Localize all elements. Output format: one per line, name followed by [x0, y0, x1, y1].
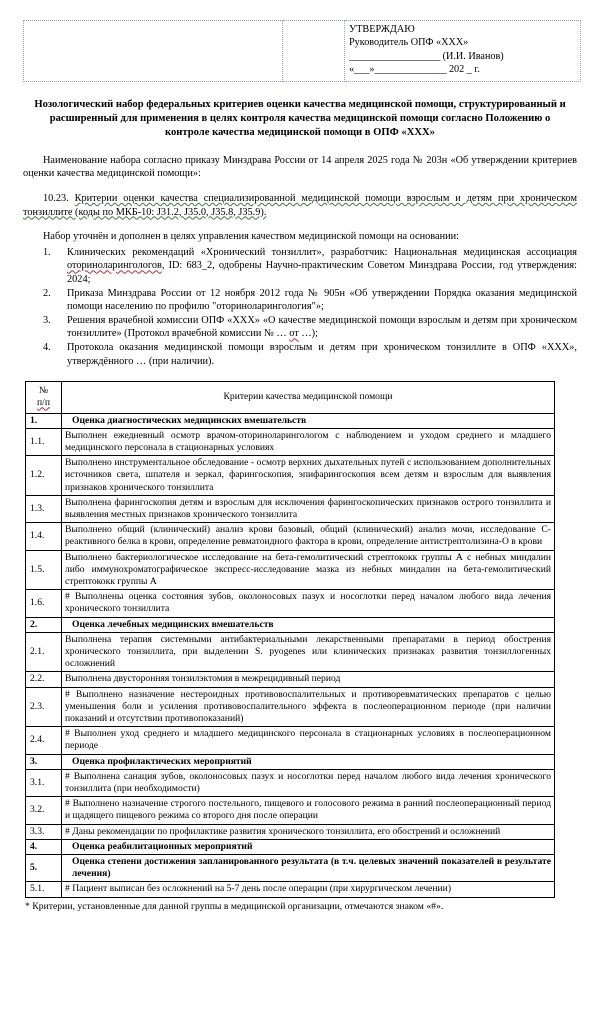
list-item: [23, 314, 577, 341]
column-header-number-line1: №: [38, 385, 49, 397]
table-section-row: [26, 413, 555, 428]
quality-criteria-table: [25, 381, 555, 898]
list-item-text: Приказа Минздрава России от 12 ноября 2012 года № 905н «Об утверждении Порядка оказания медицинской помощи населению по профилю "оториноларингология"»;: [67, 287, 577, 313]
approval-date-line: [349, 63, 576, 76]
table-row: [26, 523, 555, 550]
basis-intro-paragraph: Набор уточнён и дополнен в целях управления качеством медицинской помощи на основании:: [43, 231, 459, 243]
table-section-row: [26, 754, 555, 769]
criterion-text: Выполнена терапия системными антибактериальными лекарственными препаратами в период обострения хронического тонзиллита, при выделении S. pyogenes или клинических признаках развития тонзиллогенных осложнений: [62, 632, 555, 672]
list-item-underlined: от: [289, 328, 299, 340]
table-row: [26, 672, 555, 687]
table-section-row: [26, 839, 555, 854]
column-header-number: [26, 382, 62, 413]
list-item: [23, 246, 577, 287]
column-header-criteria: Критерии качества медицинской помощи: [62, 382, 555, 413]
table-header-row: [26, 382, 555, 413]
criterion-text: Выполнено общий (клинический) анализ крови базовый, общий (клинический) анализ мочи, исследование С-реактивного белка в крови, определение ревматоидного фактора в крови, определение антистрептолизина-О в крови: [62, 523, 555, 550]
date-day-blank: «___»: [349, 64, 375, 76]
approval-label: УТВЕРЖДАЮ: [349, 24, 415, 35]
list-item: [23, 287, 577, 314]
list-item-number: 2.: [43, 287, 51, 299]
section-title: Оценка степени достижения запланированного результата (в т.ч. целевых значений показателей в результате лечения): [62, 855, 555, 882]
table-row: [26, 632, 555, 672]
table-section-row: [26, 617, 555, 632]
section-title: Оценка реабилитационных мероприятий: [62, 839, 555, 854]
section-title: Оценка диагностических медицинских вмешательств: [62, 413, 555, 428]
row-number: 3.3.: [26, 824, 62, 839]
date-year: 202 _ г.: [448, 64, 480, 76]
basis-list: [23, 246, 577, 368]
approval-left-cell: [24, 21, 283, 82]
row-number: 1.5.: [26, 550, 62, 590]
row-number: 5.: [26, 855, 62, 882]
list-item-text: Протокола оказания медицинской помощи взрослым и детям при хроническом тонзиллите в ОПФ «ХХХ», утверждённого … (при наличии).: [67, 341, 577, 367]
table-footnote: * Критерии, установленные для данной группы в медицинской организации, отмечаются знаком «#».: [25, 900, 444, 912]
list-item: [23, 341, 577, 368]
row-number: 2.3.: [26, 687, 62, 727]
row-number: 2.: [26, 617, 62, 632]
row-number: 3.: [26, 754, 62, 769]
criteria-number: 10.23.: [43, 193, 69, 205]
row-number: 1.3.: [26, 495, 62, 522]
row-number: 5.1.: [26, 882, 62, 897]
table-row: [26, 456, 555, 496]
criterion-text: Выполнено инструментальное обследование - осмотр верхних дыхательных путей с использованием дополнительных источников света, шпателя и зеркал, фарингоскопия, эпифарингоскопия всем детям и взрослым для выявления признаков хронического тонзиллита: [62, 456, 555, 496]
criteria-reference-paragraph: [23, 192, 577, 219]
table-row: [26, 769, 555, 796]
list-item-text-tail: , ID: 683_2, одобрены Научно-практическим Советом Минздрава России, год утверждения: 2024;: [67, 260, 577, 285]
list-item-text-tail: …);: [298, 328, 318, 340]
criterion-text: # Выполнена санация зубов, околоносовых пазух и носоглотки перед началом любого вида лечения хронического тонзиллита (при необходимости): [62, 769, 555, 796]
table-row: [26, 550, 555, 590]
section-title: Оценка профилактических мероприятий: [62, 754, 555, 769]
criterion-text: Выполнен ежедневный осмотр врачом-оториноларингологом с наблюдением и уходом среднего и младшего медицинского персонала в стационарных условиях: [62, 428, 555, 455]
document-title: Нозологический набор федеральных критериев оценки качества медицинской помощи, структурированный и расширенный для применения в целях контроля качества медицинской помощи согласно Положению о контроле качества медицинской помощи в ОПФ «ХХХ»: [34, 98, 566, 139]
table-row: [26, 727, 555, 754]
signatory-name: (И.И. Иванов): [442, 50, 504, 62]
date-month-blank: _______________: [374, 64, 447, 76]
row-number: 1.4.: [26, 523, 62, 550]
row-number: 2.1.: [26, 632, 62, 672]
row-number: 3.2.: [26, 797, 62, 824]
approval-head-line: Руководитель ОПФ «ХХХ»: [349, 37, 469, 49]
approval-header-row: [24, 21, 581, 82]
criterion-text: # Выполнены оценка состояния зубов, околоносовых пазух и носоглотки перед началом любого вида лечения хронического тонзиллита: [62, 590, 555, 617]
criterion-text: Выполнена двусторонняя тонзилэктомия в межрецидивный период: [62, 672, 555, 687]
section-title: Оценка лечебных медицинских вмешательств: [62, 617, 555, 632]
list-item-text: Клинических рекомендаций «Хронический тонзиллит», разработчик: Национальная медицинская ассоциация: [67, 246, 577, 258]
row-number: 1.1.: [26, 428, 62, 455]
row-number: 2.4.: [26, 727, 62, 754]
row-number: 1.6.: [26, 590, 62, 617]
criterion-text: # Выполнено назначение строгого постельного, пищевого и голосового режима в ранний послеоперационный период и щадящего пищевого режима со второго дня после операции: [62, 797, 555, 824]
column-header-number-line2: п/п: [37, 397, 50, 409]
approval-middle-cell: [283, 21, 345, 82]
approval-header-table: [23, 20, 581, 82]
list-item-number: 4.: [43, 341, 51, 353]
row-number: 2.2.: [26, 672, 62, 687]
table-row: [26, 590, 555, 617]
list-item-text: Решения врачебной комиссии ОПФ «ХХХ» «О качестве медицинской помощи взрослым и детям при хроническом тонзиллите» (Протокол врачебной комиссии № …: [67, 314, 577, 340]
list-item-number: 1.: [43, 246, 51, 258]
criterion-text: Выполнена фарингоскопия детям и взрослым для исключения фарингоскопических признаков острого тонзиллита и выявления местных признаков хронического тонзиллита: [62, 495, 555, 522]
row-number: 3.1.: [26, 769, 62, 796]
order-reference-paragraph: Наименование набора согласно приказу Минздрава России от 14 апреля 2025 года № 203н «Об утверждении критериев оценки качества медицинской помощи»:: [23, 154, 577, 180]
table-row: [26, 687, 555, 727]
criterion-text: # Выполнен уход среднего и младшего медицинского персонала в стационарных условиях в послеоперационном периоде: [62, 727, 555, 754]
criteria-reference-text: Критерии оценки качества специализированной медицинской помощи взрослым и детям при хроническом тонзиллите (коды по МКБ-10: J31.2, J35.0, J35.8, J35.9).: [23, 193, 577, 218]
table-row: [26, 495, 555, 522]
criterion-text: # Даны рекомендации по профилактике развития хронического тонзиллита, его обострений и осложнений: [62, 824, 555, 839]
quality-criteria-body: [26, 382, 555, 898]
row-number: 1.: [26, 413, 62, 428]
table-row: [26, 797, 555, 824]
row-number: 1.2.: [26, 456, 62, 496]
list-item-underlined: оториноларингологов: [67, 260, 162, 272]
row-number: 4.: [26, 839, 62, 854]
table-row: [26, 824, 555, 839]
approval-signature-line: [349, 50, 576, 63]
criterion-text: Выполнено бактериологическое исследование на бета-гемолитический стрептококк группы А с небных миндалин либо иммунохроматографическое экспресс-исследование мазка из небных миндалин на бета-гемолитический стрептококк группы А: [62, 550, 555, 590]
list-item-number: 3.: [43, 314, 51, 326]
criterion-text: # Выполнено назначение нестероидных противовоспалительных и противоревматических препаратов с целью уменьшения боли и усиления противовоспалительного эффекта в послеоперационном периоде (при наличии показаний и отсутствии противопоказаний): [62, 687, 555, 727]
table-row: [26, 428, 555, 455]
approval-right-cell: [345, 21, 581, 82]
criterion-text: # Пациент выписан без осложнений на 5-7 день после операции (при хирургическом лечении): [62, 882, 555, 897]
signature-blank: ___________________: [349, 50, 441, 62]
table-row: [26, 882, 555, 897]
table-section-row: [26, 855, 555, 882]
